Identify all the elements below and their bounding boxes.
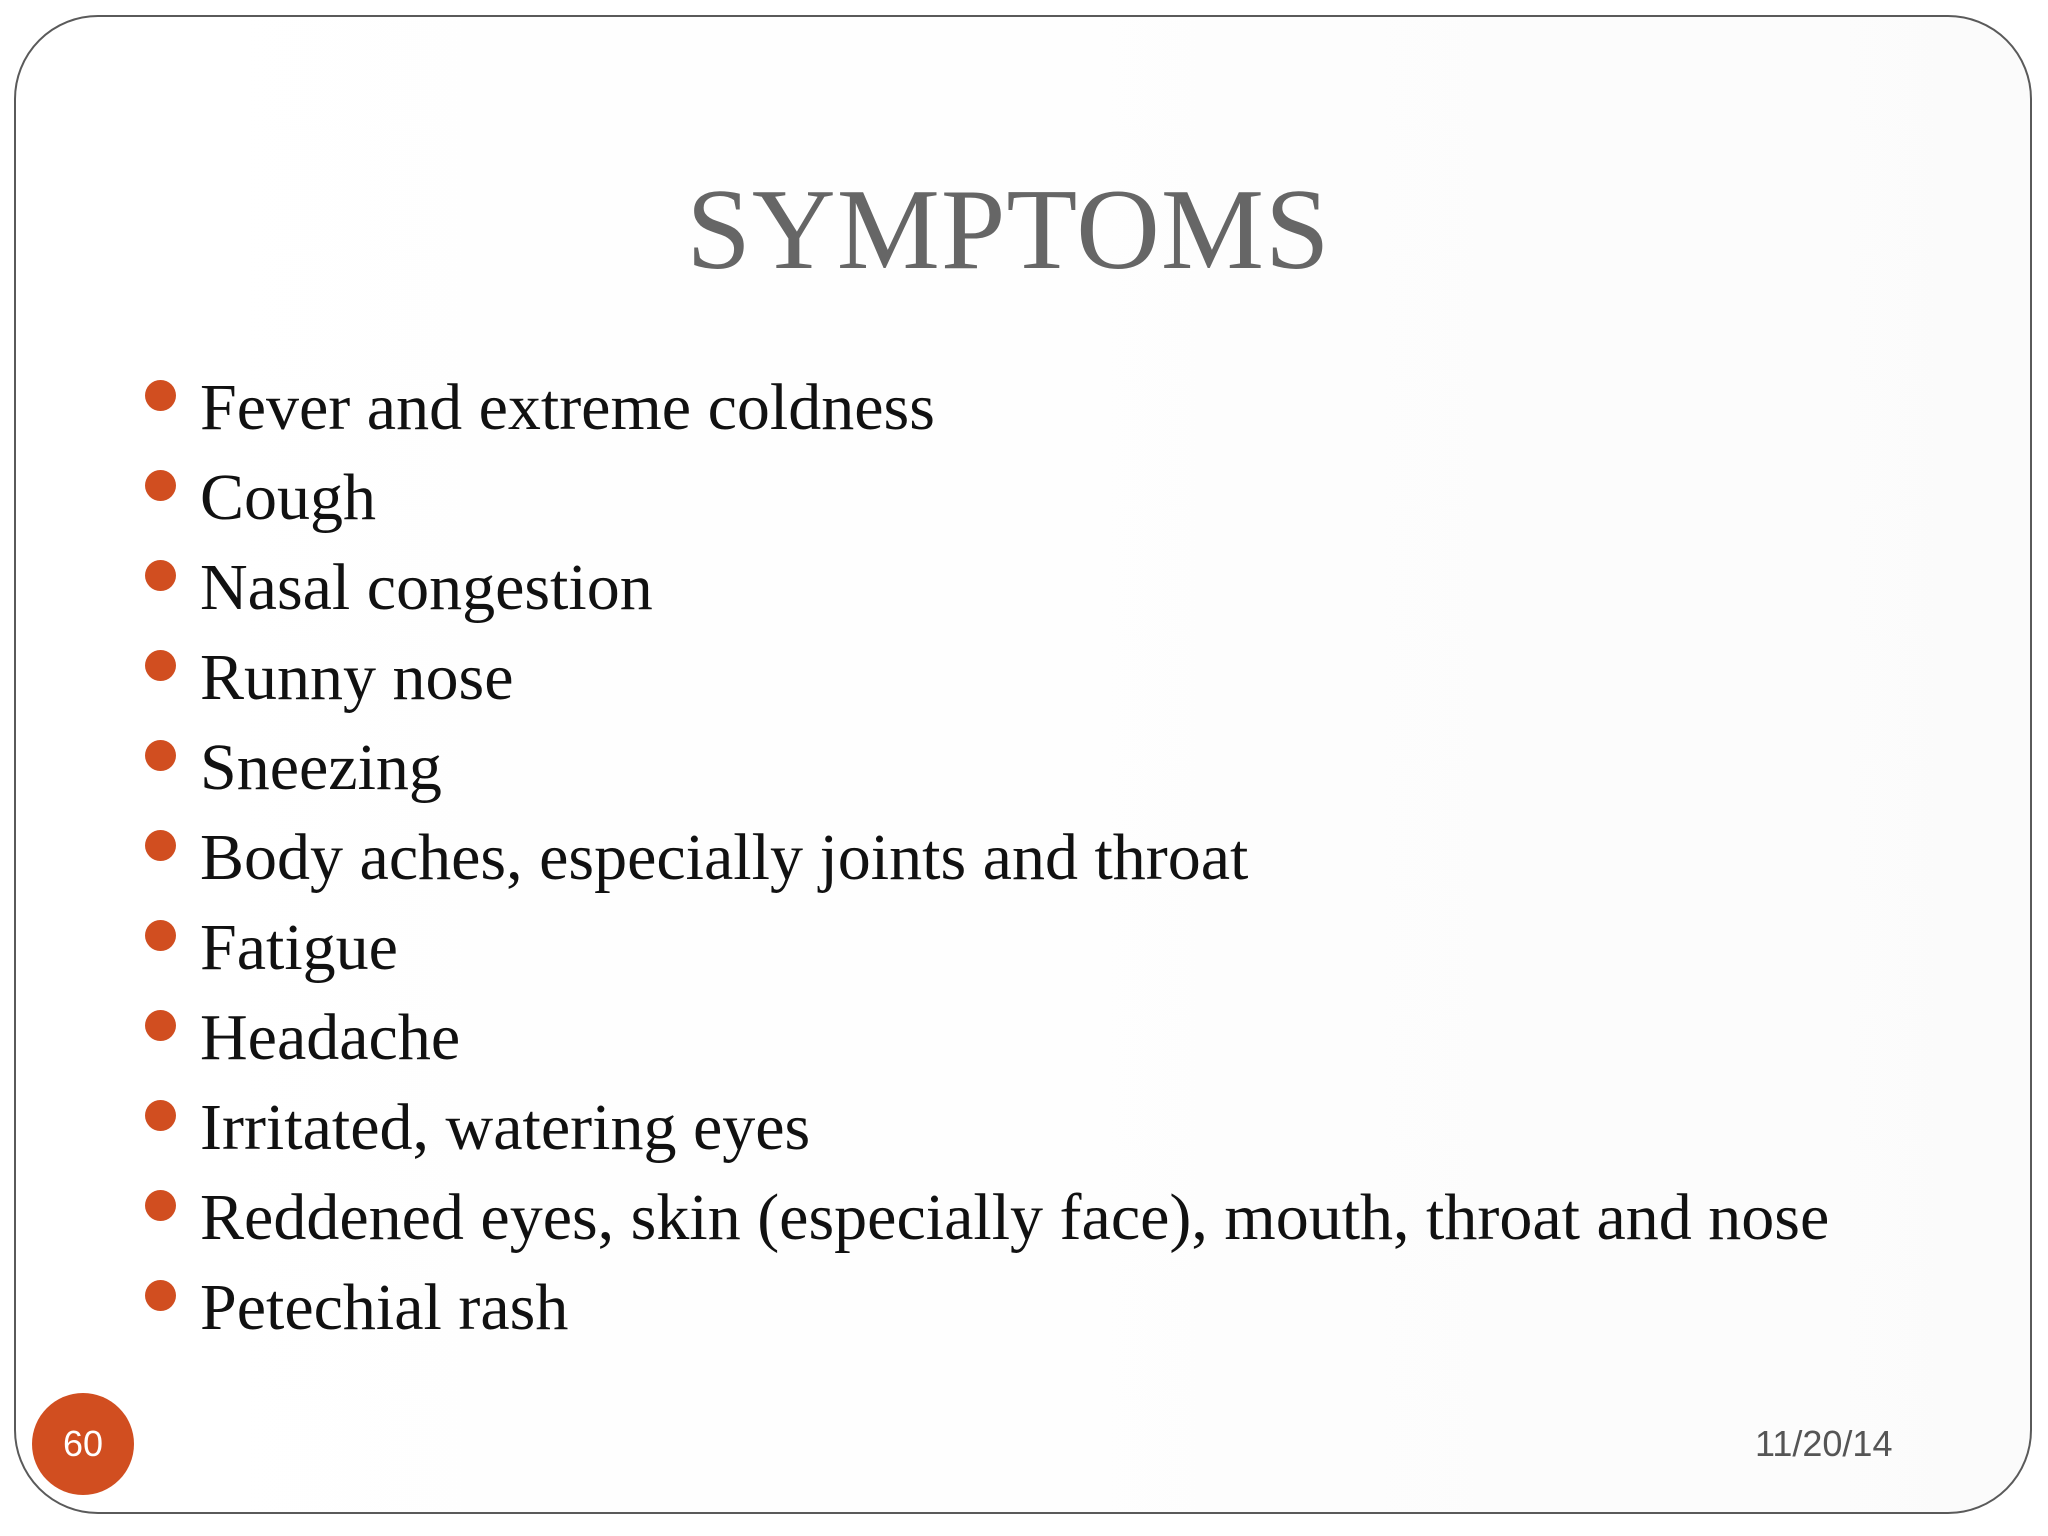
bullet-text: Headache bbox=[200, 1001, 461, 1074]
slide-number-badge bbox=[32, 1393, 134, 1495]
bullet-dot-icon bbox=[145, 1280, 176, 1311]
bullet-text: Sneezing bbox=[200, 731, 442, 804]
slide-date: 11/20/14 bbox=[1755, 1423, 1893, 1464]
bullet-text: Petechial rash bbox=[200, 1271, 569, 1344]
bullet-dot-icon bbox=[145, 920, 176, 951]
bullet-text: Body aches, especially joints and throat bbox=[200, 821, 1249, 894]
bullet-text: Reddened eyes, skin (especially face), mouth, throat and nose bbox=[200, 1181, 1830, 1254]
bullet-dot-icon bbox=[145, 470, 176, 501]
bullet-text: Cough bbox=[200, 461, 377, 534]
bullet-dot-icon bbox=[145, 650, 176, 681]
bullet-text: Nasal congestion bbox=[200, 551, 653, 624]
bullet-dot-icon bbox=[145, 1100, 176, 1131]
slide-frame bbox=[14, 15, 2032, 1514]
slide-title: SYMPTOMS bbox=[686, 166, 1331, 294]
bullet-dot-icon bbox=[145, 740, 176, 771]
bullet-dot-icon bbox=[145, 560, 176, 591]
bullet-dot-icon bbox=[145, 1190, 176, 1221]
bullet-dot-icon bbox=[145, 1010, 176, 1041]
bullet-text: Irritated, watering eyes bbox=[200, 1091, 811, 1164]
slide-number: 60 bbox=[62, 1423, 104, 1464]
bullet-text: Runny nose bbox=[200, 641, 514, 714]
bullet-dot-icon bbox=[145, 830, 176, 861]
bullet-dot-icon bbox=[145, 380, 176, 411]
bullet-text: Fever and extreme coldness bbox=[200, 371, 935, 444]
bullet-text: Fatigue bbox=[200, 911, 398, 984]
